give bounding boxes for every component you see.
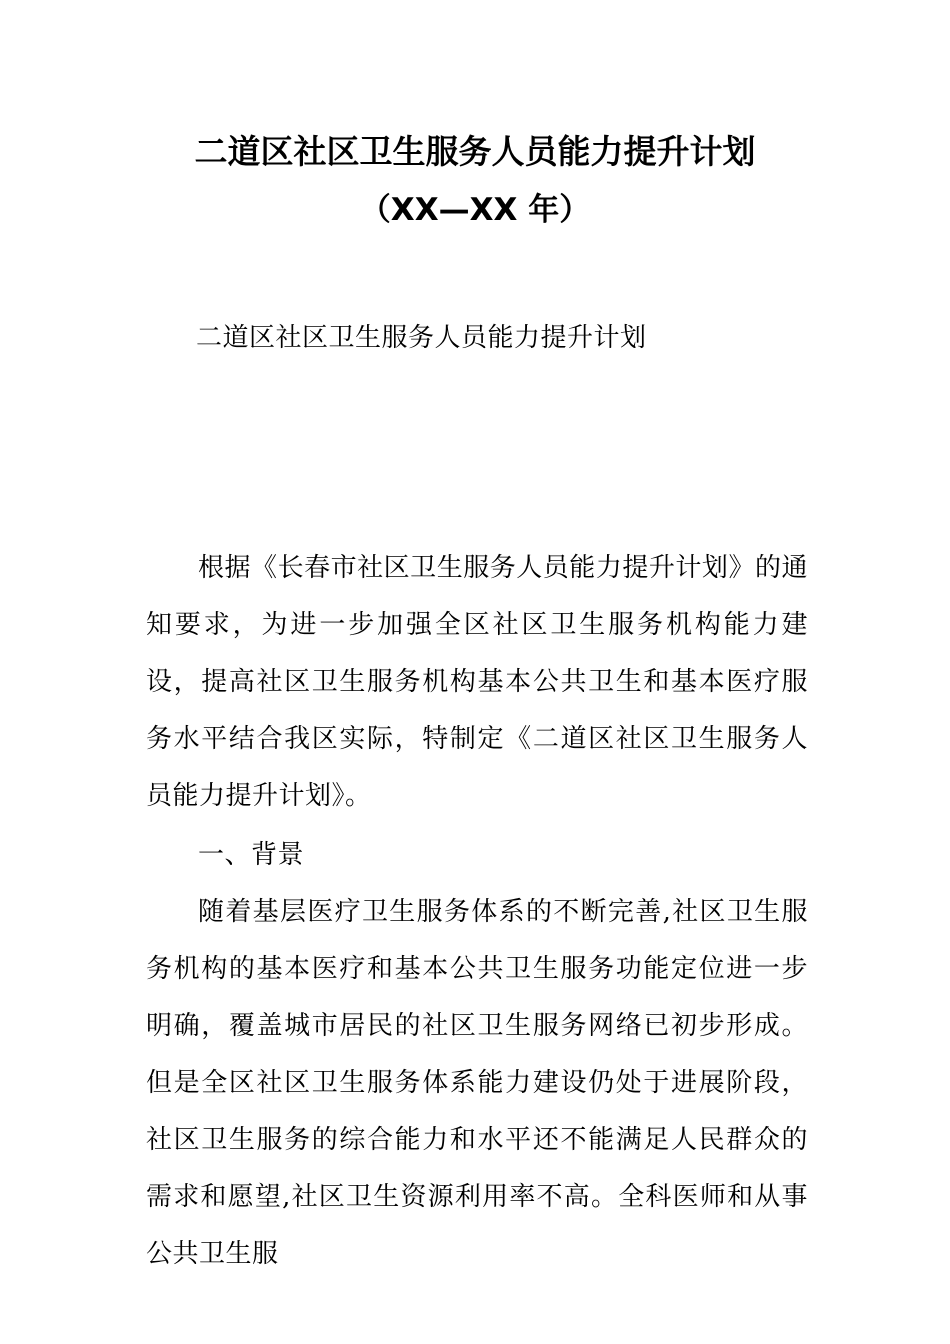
document-title: 二道区社区卫生服务人员能力提升计划 <box>194 132 756 171</box>
document-subtitle: 二道区社区卫生服务人员能力提升计划 <box>196 323 647 353</box>
section-paragraph-background: 随着基层医疗卫生服务体系的不断完善,社区卫生服务机构的基本医疗和基本公共卫生服务功能定位进一步明确，覆盖城市居民的社区卫生服务网络已初步形成。但是全区社区卫生服务体系能力建设仍处于进展阶段，社区卫生服务的综合能力和水平还不能满足人民群众的需求和愿望,社区卫生资源利用率不高。全科医师和从事公共卫生服 <box>146 897 808 1269</box>
document-title-years: （XX—XX 年） <box>359 192 591 228</box>
section-heading-background: 一、背景 <box>198 840 305 870</box>
intro-paragraph: 根据《长春市社区卫生服务人员能力提升计划》的通知要求，为进一步加强全区社区卫生服务机构能力建设，提高社区卫生服务机构基本公共卫生和基本医疗服务水平结合我区实际，特制定《二道区社区卫生服务人员能力提升计划》。 <box>146 553 808 811</box>
